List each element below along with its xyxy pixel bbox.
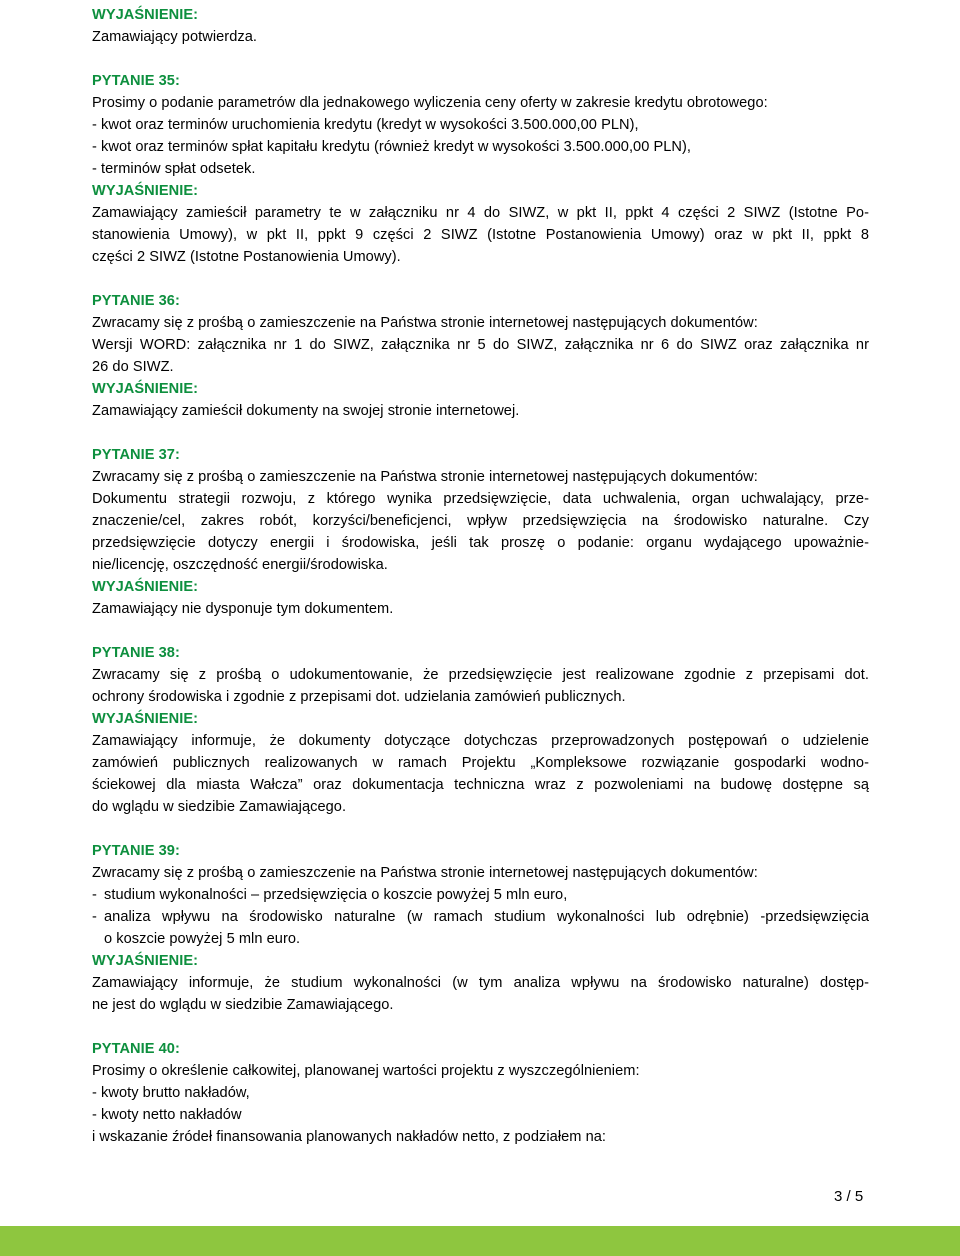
footer-bar-gap (0, 1218, 960, 1226)
paragraph-line: przedsięwzięcie dotyczy energii i środowiska, jeśli tak proszę o podanie: organu wydającego upoważnie- (92, 535, 869, 551)
paragraph-line: - kwoty netto nakładów (92, 1107, 242, 1123)
answer-heading: WYJAŚNIENIE: (92, 183, 199, 199)
question-heading: PYTANIE 37: (92, 447, 180, 463)
answer-heading: WYJAŚNIENIE: (92, 7, 199, 23)
paragraph-line: Prosimy o określenie całkowitej, planowanej wartości projektu z wyszczególnieniem: (92, 1063, 640, 1079)
paragraph-line: Dokumentu strategii rozwoju, z którego wynika przedsięwzięcie, data uchwalenia, organ uchwalający, prze- (92, 491, 869, 507)
paragraph-line: - kwot oraz terminów uruchomienia kredytu (kredyt w wysokości 3.500.000,00 PLN), (92, 117, 639, 133)
paragraph-line: Zwracamy się z prośbą o udokumentowanie, że przedsięwzięcie jest realizowane zgodnie z przepisami dot. (92, 667, 869, 683)
paragraph-line: zamówień publicznych realizowanych w ramach Projektu „Kompleksowe rozwiązanie gospodarki wodno- (92, 755, 869, 771)
question-heading: PYTANIE 39: (92, 843, 180, 859)
question-heading: PYTANIE 35: (92, 73, 180, 89)
answer-heading: WYJAŚNIENIE: (92, 711, 199, 727)
paragraph-line: części 2 SIWZ (Istotne Postanowienia Umowy). (92, 249, 401, 265)
paragraph-line: znaczenie/cel, zakres robót, korzyści/beneficjenci, wpływ przedsięwzięcia na środowisko naturalne. Czy (92, 513, 869, 529)
paragraph-line: Zwracamy się z prośbą o zamieszczenie na Państwa stronie internetowej następujących dokumentów: (92, 469, 758, 485)
question-heading: PYTANIE 40: (92, 1041, 180, 1057)
paragraph-line: ochrony środowiska i zgodnie z przepisami dot. udzielania zamówień publicznych. (92, 689, 626, 705)
question-heading: PYTANIE 38: (92, 645, 180, 661)
answer-heading: WYJAŚNIENIE: (92, 579, 199, 595)
paragraph-line: - kwot oraz terminów spłat kapitału kredytu (również kredyt w wysokości 3.500.000,00 PLN), (92, 139, 692, 155)
bullet-item (92, 884, 567, 906)
bullet-item (92, 906, 869, 928)
paragraph-line: ściekowej dla miasta Wałcza” oraz dokumentacja techniczna wraz z pozwoleniami na budowę dostępne są (92, 777, 869, 793)
paragraph-line: nie/licencję, oszczędność energii/środowiska. (92, 557, 388, 573)
question-heading: PYTANIE 36: (92, 293, 180, 309)
bullet-text: studium wykonalności – przedsięwzięcia o koszcie powyżej 5 mln euro, (104, 887, 568, 903)
answer-heading: WYJAŚNIENIE: (92, 953, 199, 969)
paragraph-line: i wskazanie źródeł finansowania planowanych nakładów netto, z podziałem na: (92, 1129, 607, 1145)
paragraph-line: Zamawiający zamieścił parametry te w załączniku nr 4 do SIWZ, w pkt II, ppkt 4 części 2 SIWZ (Istotne Po- (92, 205, 869, 221)
paragraph-line: ne jest do wglądu w siedzibie Zamawiającego. (92, 997, 394, 1013)
answer-heading: WYJAŚNIENIE: (92, 381, 199, 397)
paragraph-line: - terminów spłat odsetek. (92, 161, 256, 177)
page-number: 3 / 5 (834, 1188, 864, 1205)
paragraph-line: Zamawiający zamieścił dokumenty na swojej stronie internetowej. (92, 403, 520, 419)
paragraph-line: stanowienia Umowy), w pkt II, ppkt 9 części 2 SIWZ (Istotne Postanowienia Umowy) oraz w pkt II, ppkt 8 (92, 227, 869, 243)
paragraph-line: Wersji WORD: załącznika nr 1 do SIWZ, załącznika nr 5 do SIWZ, załącznika nr 6 do SIWZ oraz załącznika nr (92, 337, 869, 353)
paragraph-line: Zamawiający potwierdza. (92, 29, 257, 45)
bullet-mark: - (92, 887, 97, 903)
paragraph-line: Prosimy o podanie parametrów dla jednakowego wyliczenia ceny oferty w zakresie kredytu obrotowego: (92, 95, 768, 111)
paragraph-line: Zwracamy się z prośbą o zamieszczenie na Państwa stronie internetowej następujących dokumentów: (92, 865, 758, 881)
paragraph-line: 26 do SIWZ. (92, 359, 174, 375)
bullet-continuation: o koszcie powyżej 5 mln euro. (104, 931, 301, 947)
paragraph-line: do wglądu w siedzibie Zamawiającego. (92, 799, 347, 815)
paragraph-line: Zamawiający informuje, że dokumenty dotyczące dotychczas przeprowadzonych postępowań o udzielenie (92, 733, 869, 749)
bullet-mark: - (92, 909, 97, 925)
paragraph-line: - kwoty brutto nakładów, (92, 1085, 250, 1101)
paragraph-line: Zamawiający informuje, że studium wykonalności (w tym analiza wpływu na środowisko naturalne) dostęp- (92, 975, 869, 991)
paragraph-line: Zamawiający nie dysponuje tym dokumentem. (92, 601, 394, 617)
paragraph-line: Zwracamy się z prośbą o zamieszczenie na Państwa stronie internetowej następujących dokumentów: (92, 315, 758, 331)
bullet-text: analiza wpływu na środowisko naturalne (w ramach studium wykonalności lub odrębnie) -przedsięwzięcia (104, 909, 869, 925)
